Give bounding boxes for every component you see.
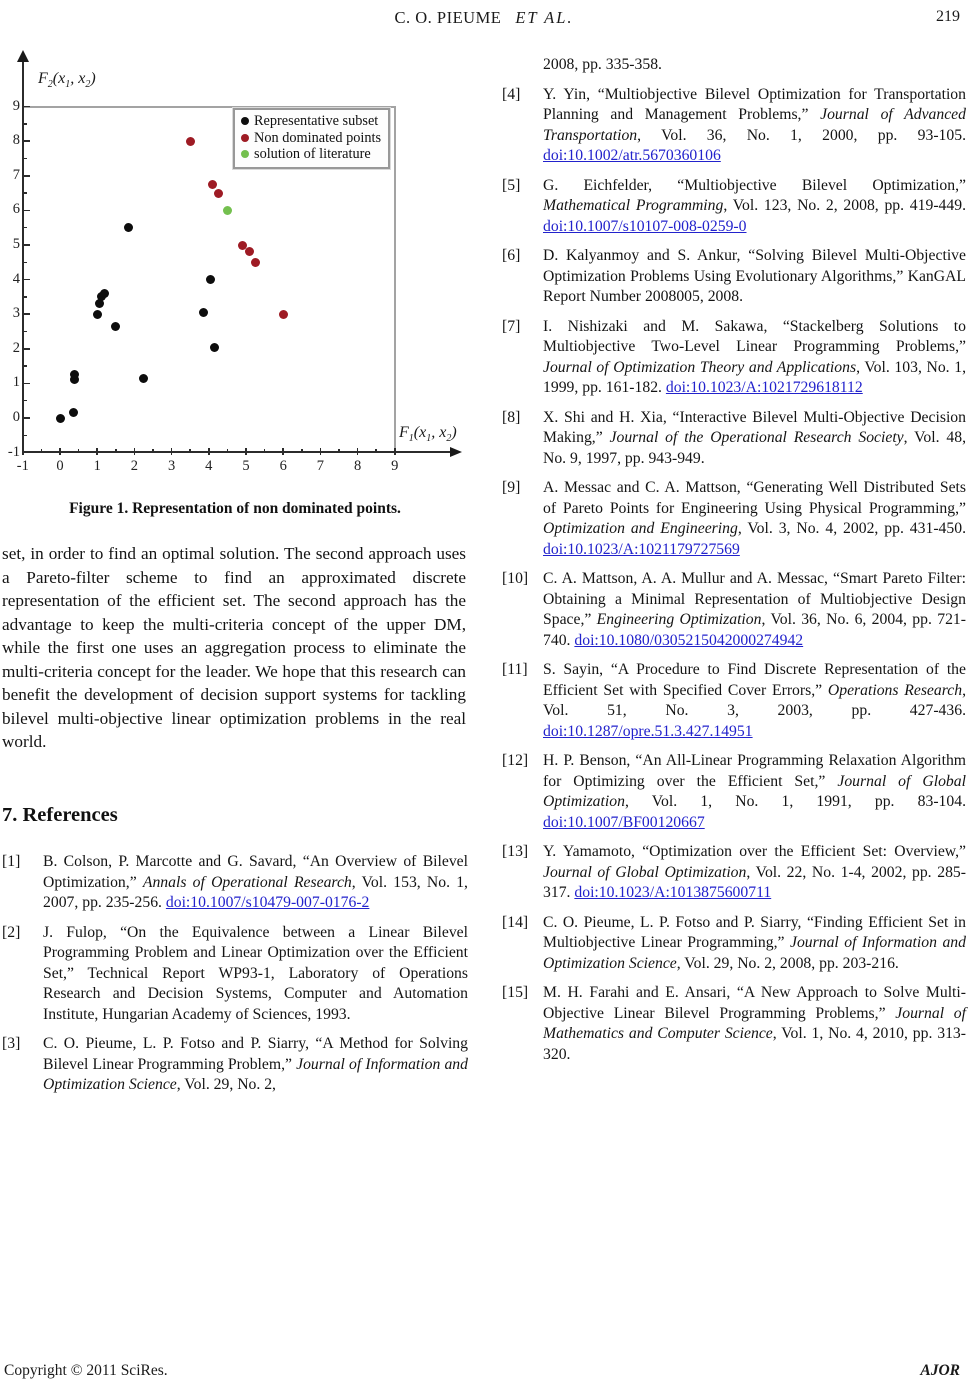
reference-segment: S. Sayin, “A Procedure to Find Discrete Representation of the Efficient Set with Specified Cover Errors,” — [543, 661, 966, 699]
reference-item — [2, 1034, 468, 1096]
x-axis-minor-tick — [41, 449, 43, 453]
reference-number: [7] — [502, 317, 521, 335]
data-point — [186, 137, 195, 146]
references-right-column — [502, 55, 966, 1074]
reference-item — [502, 176, 966, 238]
x-axis-tick — [134, 448, 136, 455]
y-axis-label: $F_2(x_1$, $x_2$) — [38, 70, 96, 91]
running-head — [0, 8, 968, 28]
reference-text — [543, 478, 966, 560]
y-axis-line — [22, 60, 24, 453]
reference-segment: , Vol. 36, No. 6, 2004, pp. 721-740. — [543, 611, 966, 649]
figure-1-scatter-plot — [6, 52, 468, 492]
doi-link[interactable]: doi:10.1023/A:1021729618112 — [665, 379, 863, 396]
reference-segment: , Vol. 123, No. 2, 2008, pp. 419-449. — [723, 197, 967, 214]
reference-item — [2, 852, 468, 914]
x-axis-tick — [320, 448, 322, 455]
reference-segment: , Vol. 51, No. 3, 2003, pp. 427-436. — [543, 681, 966, 719]
reference-item — [502, 913, 966, 975]
data-point — [245, 247, 254, 256]
x-tick-label: 3 — [167, 458, 176, 474]
x-axis-tick — [171, 448, 173, 455]
y-tick-label: 9 — [12, 97, 20, 114]
doi-link[interactable]: doi:10.1007/BF00120667 — [543, 813, 705, 831]
journal-name: Journal of Information and Optimization Science — [543, 934, 966, 972]
y-axis-tick — [23, 313, 30, 315]
journal-name: Engineering Optimization — [596, 611, 762, 628]
data-point — [210, 343, 219, 352]
reference-segment: , Vol. 29, No. 2, 2008, pp. 203-216. — [676, 954, 899, 972]
legend-label: Representative subset — [254, 113, 379, 129]
y-axis-minor-tick — [23, 227, 27, 229]
x-tick-label: 1 — [93, 458, 101, 474]
x-axis-minor-tick — [189, 449, 191, 453]
reference-number: [6] — [502, 247, 521, 264]
x-axis-minor-tick — [375, 449, 377, 453]
reference-number: [1] — [2, 853, 21, 870]
doi-link[interactable]: doi:10.1007/s10479-007-0176-2 — [165, 894, 370, 911]
reference-number: [11] — [502, 661, 528, 678]
reference-item — [502, 569, 966, 651]
y-tick-label: 8 — [12, 132, 20, 149]
data-point — [279, 310, 288, 319]
y-axis-tick — [23, 279, 30, 281]
reference-number: [10] — [502, 570, 529, 587]
reference-number: [14] — [502, 913, 529, 931]
reference-text — [543, 660, 966, 742]
journal-name: Journal of Optimization Theory and Applications — [543, 358, 857, 376]
x-axis-tick — [394, 448, 396, 455]
y-tick-label: 7 — [12, 166, 20, 183]
y-axis-tick — [23, 383, 30, 385]
legend-label: Non dominated points — [254, 129, 382, 146]
x-tick-label: 8 — [353, 458, 362, 474]
reference-segment: , Vol. 103, No. 1, 1999, pp. 161-182. — [543, 358, 966, 396]
reference-text — [543, 408, 966, 470]
x-axis-tick — [282, 448, 284, 455]
reference-text — [43, 923, 468, 1026]
reference-segment: C. A. Mattson, A. A. Mullur and A. Messac, “Smart Pareto Filter: Obtaining a Minimal Representation of Multiobjective Design Space,” — [543, 570, 966, 628]
running-head-etal: ET AL. — [515, 8, 574, 27]
doi-link[interactable]: doi:10.1287/opre.51.3.427.14951 — [543, 722, 753, 740]
reference-text — [543, 913, 966, 975]
y-tick-label: -1 — [7, 443, 20, 460]
y-axis-tick — [23, 417, 30, 419]
reference-item — [502, 660, 966, 742]
legend-label: solution of literature — [254, 146, 371, 162]
x-axis-minor-tick — [264, 449, 266, 453]
reference-item — [502, 983, 966, 1065]
y-axis-tick — [23, 348, 30, 350]
y-axis-minor-tick — [23, 435, 27, 437]
legend-dot-icon — [241, 134, 249, 142]
references-left-column — [2, 852, 468, 1105]
data-point — [69, 408, 78, 417]
journal-name: Optimization and Engineering — [543, 520, 738, 537]
reference-number: [13] — [502, 843, 529, 860]
reference-segment: , Vol. 48, No. 9, 1997, pp. 943-949. — [543, 429, 966, 467]
x-axis-minor-tick — [301, 449, 303, 453]
reference-item — [502, 246, 966, 308]
y-tick-label: 0 — [12, 409, 20, 425]
doi-link[interactable]: doi:10.1080/0305215042000274942 — [574, 631, 804, 649]
journal-name: Annals of Operational Research — [142, 873, 352, 891]
reference-segment: B. Colson, P. Marcotte and G. Savard, “An Overview of Bilevel Optimization,” — [43, 853, 468, 891]
data-point — [56, 414, 65, 423]
reference-item — [502, 317, 966, 399]
journal-name: Journal of Information and Optimization Science — [43, 1055, 468, 1093]
data-point — [206, 275, 215, 284]
doi-link[interactable]: doi:10.1007/s10107-008-0259-0 — [543, 217, 747, 235]
y-axis-tick — [23, 452, 30, 454]
reference-segment: , Vol. 153, No. 1, 2007, pp. 235-256. — [43, 873, 468, 911]
y-axis-arrow-icon — [17, 50, 29, 62]
y-tick-label: 6 — [12, 201, 20, 218]
x-axis-minor-tick — [152, 449, 154, 453]
data-point — [124, 223, 133, 232]
journal-name: Journal of Global Optimization — [543, 863, 747, 881]
x-tick-label: 7 — [316, 458, 325, 474]
x-tick-label: 6 — [279, 458, 287, 474]
reference-segment: , Vol. 3, No. 4, 2002, pp. 431-450. — [737, 520, 966, 537]
data-point — [208, 180, 217, 189]
reference-item — [502, 842, 966, 904]
y-axis-tick — [23, 106, 30, 108]
data-point — [139, 374, 148, 383]
reference-number: [4] — [502, 85, 521, 103]
journal-abbreviation: AJOR — [920, 1362, 960, 1379]
data-point — [93, 310, 102, 319]
x-axis-tick — [357, 448, 359, 455]
reference-segment: Y. Yamamoto, “Optimization over the Efficient Set: Overview,” — [543, 843, 966, 860]
y-tick-label: 2 — [12, 339, 20, 356]
data-point — [251, 258, 260, 267]
y-axis-minor-tick — [23, 400, 27, 402]
y-axis-minor-tick — [23, 192, 27, 194]
legend-dot-icon — [241, 150, 249, 158]
journal-name: Journal of Mathematics and Computer Science — [543, 1004, 966, 1042]
x-axis-tick — [96, 448, 98, 455]
x-axis-label: $F_1(x_1$, $x_2$) — [399, 424, 457, 445]
reference-text — [543, 246, 966, 308]
y-axis-tick — [23, 210, 30, 212]
reference-item — [502, 408, 966, 470]
journal-name: Journal of Global Optimization — [543, 772, 966, 810]
reference-item — [502, 751, 966, 833]
legend-item — [241, 146, 381, 163]
x-axis-arrow-icon — [450, 447, 462, 457]
y-tick-label: 3 — [12, 305, 20, 322]
x-tick-label: 0 — [56, 458, 64, 474]
data-point — [111, 322, 120, 331]
reference-number: [3] — [2, 1035, 21, 1052]
x-axis-tick — [208, 448, 210, 455]
journal-name: Journal of Advanced Transportation — [543, 106, 966, 144]
y-axis-tick — [23, 244, 30, 246]
plot-frame-right — [394, 106, 396, 453]
reference-number: [12] — [502, 752, 529, 769]
x-axis-minor-tick — [227, 449, 229, 453]
reference-segment: J. Fulop, “On the Equivalence between a Linear Bilevel Programming Problem and Linear Optimization over the Efficient Set,” Technical Report WP93-1, Laboratory of Operations Research and Decision Systems, Computer and Automation Institute, Hungarian Academy of Sciences, 1993. — [43, 923, 468, 1023]
x-axis-tick — [245, 448, 247, 455]
reference-text — [543, 751, 966, 833]
x-tick-label: 2 — [130, 458, 139, 474]
reference-segment: D. Kalyanmoy and S. Ankur, “Solving Bilevel Multi-Objective Optimization Problems Using Evolutionary Algorithms,” KanGAL Report Number 2008005, 2008. — [543, 247, 966, 305]
x-tick-label: -1 — [16, 458, 29, 474]
reference-segment: Y. Yin, “Multiobjective Bilevel Optimization for Transportation Planning and Management Problems,” — [543, 85, 966, 123]
y-axis-tick — [23, 140, 30, 142]
legend-item — [241, 130, 381, 147]
reference-number: [15] — [502, 984, 529, 1001]
data-point — [223, 206, 232, 215]
reference-text — [543, 176, 966, 238]
doi-link[interactable]: doi:10.1023/A:1013875600711 — [574, 884, 772, 901]
body-paragraph: set, in order to find an optimal solution. The second approach uses a Pareto-filter scheme to find an approximated discrete representation of the efficient set. The second approach has the advantage to keep the multi-criteria concept of the upper DM, while the first one uses an aggregation process to eliminate the multi-criteria concept for the leader. We hope that this research can benefit the development of decision support systems for tackling bilevel multi-objective linear optimization problems in the real world. — [2, 544, 466, 751]
x-axis-minor-tick — [78, 449, 80, 453]
x-tick-label: 5 — [242, 458, 250, 474]
journal-name: Journal of the Operational Research Society — [609, 429, 904, 446]
y-axis-minor-tick — [23, 331, 27, 333]
copyright-notice: Copyright © 2011 SciRes. — [4, 1362, 168, 1379]
reference-segment: , Vol. 1, No. 4, 2010, pp. 313-320. — [543, 1025, 967, 1063]
reference-text — [543, 85, 966, 167]
reference-number: [2] — [2, 923, 21, 941]
reference-segment: , Vol. 36, No. 1, 2000, pp. 93-105. — [637, 126, 966, 144]
reference-text — [543, 842, 966, 904]
x-tick-label: 4 — [205, 458, 213, 474]
reference-segment: I. Nishizaki and M. Sakawa, “Stackelberg Solutions to Multiobjective Two-Level Linear Programming Problems,” — [543, 317, 966, 355]
reference-segment: , Vol. 29, No. 2, — [176, 1076, 276, 1093]
reference-text — [43, 852, 468, 914]
data-point — [100, 289, 109, 298]
reference-number: [9] — [502, 479, 521, 496]
reference-segment: H. P. Benson, “An All-Linear Programming Relaxation Algorithm for Optimizing over the Efficient Set,” — [543, 752, 966, 790]
journal-name: Mathematical Programming — [543, 197, 724, 214]
legend-item — [241, 113, 381, 130]
data-point — [199, 308, 208, 317]
y-axis-minor-tick — [23, 123, 27, 125]
x-axis-minor-tick — [115, 449, 117, 453]
reference-text — [543, 317, 966, 399]
reference-continuation: 2008, pp. 335-358. — [543, 56, 662, 73]
reference-segment: , Vol. 22, No. 1-4, 2002, pp. 285-317. — [543, 863, 966, 901]
y-tick-label: 4 — [12, 270, 20, 287]
reference-item — [502, 478, 966, 560]
reference-segment: , Vol. 1, No. 1, 1991, pp. 83-104. — [624, 793, 966, 810]
data-point — [214, 189, 223, 198]
x-axis-line — [22, 451, 452, 453]
reference-segment: C. O. Pieume, L. P. Fotso and P. Siarry, “A Method for Solving Bilevel Linear Programming Problem,” — [43, 1035, 468, 1073]
figure-caption: Figure 1. Representation of non dominated points. — [69, 500, 401, 517]
plot-legend — [233, 108, 390, 169]
reference-text — [543, 983, 966, 1065]
legend-dot-icon — [241, 117, 249, 125]
y-axis-minor-tick — [23, 158, 27, 160]
reference-item — [2, 923, 468, 1026]
reference-segment: X. Shi and H. Xia, “Interactive Bilevel Multi-Objective Decision Making,” — [543, 408, 966, 446]
reference-item — [502, 85, 966, 167]
reference-number: [8] — [502, 408, 521, 426]
doi-link[interactable]: doi:10.1023/A:1021179727569 — [543, 540, 740, 558]
y-axis-minor-tick — [23, 296, 27, 298]
running-head-authors: C. O. PIEUME — [394, 8, 502, 27]
journal-name: Operations Research — [827, 681, 963, 699]
x-tick-label: 9 — [391, 458, 399, 474]
y-axis-minor-tick — [23, 365, 27, 367]
y-tick-label: 1 — [12, 374, 20, 391]
reference-segment: A. Messac and C. A. Mattson, “Generating Well Distributed Sets of Pareto Points for Engineering Using Physical Programming,” — [543, 479, 966, 517]
page-number: 219 — [936, 8, 960, 25]
y-axis-minor-tick — [23, 262, 27, 264]
y-tick-label: 5 — [12, 236, 20, 252]
reference-number: [5] — [502, 176, 521, 194]
x-axis-tick — [59, 448, 61, 455]
section-heading-references: 7. References — [2, 804, 118, 826]
y-axis-tick — [23, 175, 30, 177]
reference-segment: G. Eichfelder, “Multiobjective Bilevel Optimization,” — [543, 176, 966, 194]
reference-text — [43, 1034, 468, 1096]
reference-segment: M. H. Farahi and E. Ansari, “A New Approach to Solve Multi-Objective Linear Bilevel Programming Problems,” — [543, 984, 966, 1022]
reference-segment: C. O. Pieume, L. P. Fotso and P. Siarry, “Finding Efficient Set in Multiobjective Linear Programming,” — [543, 913, 966, 951]
reference-text — [543, 569, 966, 651]
doi-link[interactable]: doi:10.1002/atr.5670360106 — [543, 147, 721, 164]
x-axis-minor-tick — [338, 449, 340, 453]
